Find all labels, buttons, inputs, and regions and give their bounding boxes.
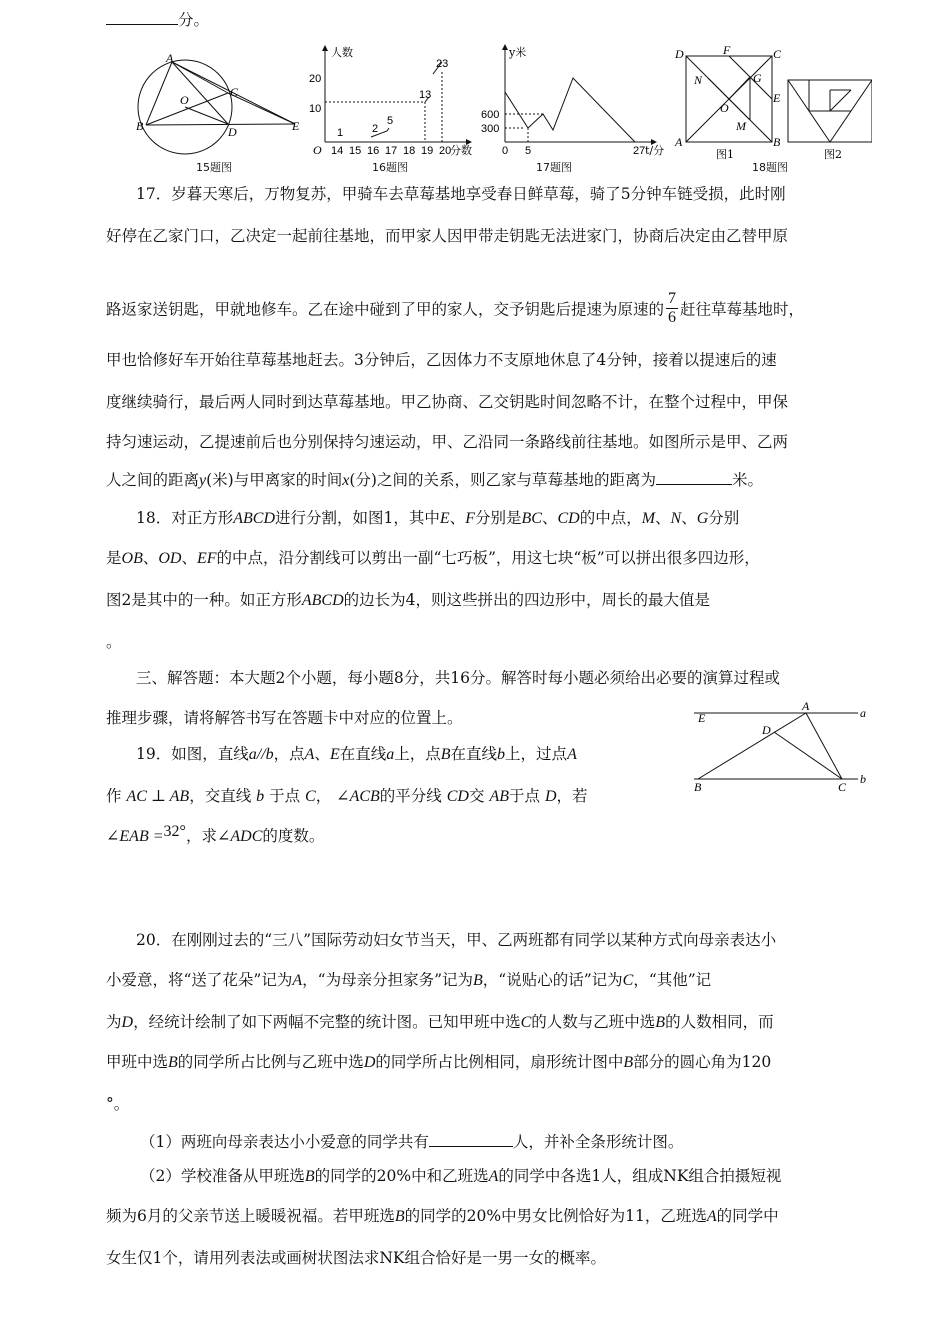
q20-line2: 小爱意，将“送了花朵”记为A，“为母亲分担家务”记为B，“说贴心的话”记为C，“其他”记 — [106, 971, 712, 989]
y-tick: 600 — [481, 109, 500, 121]
origin-label: O — [313, 143, 322, 157]
label-C: C — [773, 47, 782, 61]
section3-line2: 推理步骤，请将解答书写在答题卡中对应的位置上。 — [106, 709, 463, 727]
point-label: 2 — [372, 123, 379, 135]
previous-question-tail: 分。 — [106, 8, 851, 32]
figure-17-caption: 17题图 — [536, 161, 572, 174]
figure-15-caption: 15题图 — [196, 161, 232, 174]
x-tick: 27 — [633, 145, 646, 157]
x-tick: 15 — [349, 145, 362, 157]
y-tick: 300 — [481, 123, 500, 135]
figure-19 — [690, 698, 870, 794]
label-A: A — [675, 135, 683, 149]
q18-line3: 图2是其中的一种。如正方形ABCD的边长为4，则这些拼出的四边形中，周长的最大值是 — [106, 591, 711, 609]
q17-line5: 度继续骑行，最后两人同时到达草莓基地。甲乙协商、乙交钥匙时间忽略不计，在整个过程中，甲保 — [106, 393, 789, 411]
fig2-caption: 图2 — [824, 148, 842, 161]
figure-18 — [672, 44, 872, 169]
label-a: a — [860, 706, 866, 720]
x-tick: 19 — [421, 145, 434, 157]
q20-part1: （1）两班向母亲表达小小爱意的同学共有 人，并补全条形统计图。 — [106, 1130, 851, 1154]
q19-line3: ∠EAB =32°，求∠ADC的度数。 — [106, 823, 325, 845]
q19-line2: 作 AC ⊥ AB，交直线 b 于点 C， ∠ACB的平分线 CD交 AB于点 D，若 — [106, 787, 588, 805]
label-M: M — [736, 119, 746, 133]
label-D: D — [675, 47, 684, 61]
x-axis-label: t/分 — [645, 144, 665, 157]
q17-line7: 人之间的距离y(米)与甲离家的时间x(分)之间的关系，则乙家与草莓基地的距离为 米。 — [106, 468, 851, 493]
label-B: B — [773, 135, 781, 149]
q19-line1: 19．如图，直线a//b，点A、E在直线a上，点B在直线b上，过点A — [136, 745, 577, 763]
label-D: D — [228, 125, 237, 139]
label-B: B — [694, 780, 702, 794]
figure-16 — [305, 42, 485, 167]
label-E: E — [698, 711, 706, 725]
label-A: A — [802, 699, 810, 713]
label-F: F — [723, 44, 731, 57]
q20-line1: 20．在刚刚过去的“三八”国际劳动妇女节当天，甲、乙两班都有同学以某种方式向母亲表达小 — [136, 931, 777, 949]
q17-line4: 甲也恰修好车开始往草莓基地赶去。3分钟后，乙因体力不支原地休息了4分钟，接着以提速后的速 — [106, 351, 777, 369]
q20-part2-line2: 频为6月的父亲节送上暖暖祝福。若甲班选B的同学的20%中男女比例恰好为11，乙班选A的同学中 — [106, 1207, 779, 1225]
point-label: 5 — [387, 115, 394, 127]
x-tick: 17 — [385, 145, 398, 157]
fraction-7-6: $\frac{7}{6}$ — [668, 290, 677, 326]
q18-line2: 是OB、OD、EF的中点，沿分割线可以剪出一副“七巧板”，用这七块“板”可以拼出很多四边形， — [106, 549, 760, 567]
label-A: A — [166, 52, 174, 65]
q20-line5: °。 — [106, 1095, 130, 1113]
q17-line2: 好停在乙家门口，乙决定一起前往基地，而甲家人因甲带走钥匙无法进家门，协商后决定由乙替甲原 — [106, 227, 789, 245]
fig1-caption: 图1 — [716, 148, 734, 161]
y-tick-20: 20 — [309, 73, 322, 85]
answer-blank — [106, 8, 178, 25]
label-O: O — [720, 101, 729, 115]
section3-line1: 三、解答题：本大题2个小题，每小题8分，共16分。解答时每小题必须给出必要的演算过程或 — [136, 669, 780, 687]
x-tick: 14 — [331, 145, 344, 157]
y-axis-label: 人数 — [331, 46, 353, 59]
label-G: G — [753, 71, 762, 85]
y-axis-label: y米 — [509, 46, 527, 59]
figure-16-caption: 16题图 — [372, 161, 408, 174]
point-label: 13 — [419, 89, 432, 101]
point-label: 23 — [436, 58, 449, 70]
q17-line6: 持匀速运动，乙提速前后也分别保持匀速运动，甲、乙沿同一条路线前往基地。如图所示是甲、乙两 — [106, 433, 789, 451]
label-b: b — [860, 772, 866, 786]
x-tick: 18 — [403, 145, 416, 157]
q20-part2-line1: （2）学校准备从甲班选B的同学的20%中和乙班选A的同学中各选1人，组成NK组合拍摄短视 — [140, 1167, 782, 1185]
y-tick-10: 10 — [309, 103, 322, 115]
label-C: C — [230, 85, 239, 99]
label-C: C — [838, 780, 847, 794]
q18-line4: 。 — [106, 633, 122, 651]
label-B: B — [136, 119, 144, 133]
point-label: 1 — [337, 127, 344, 139]
q17-line1: 17．岁暮天寒后，万物复苏，甲骑车去草莓基地享受春日鲜草莓，骑了5分钟车链受损，此时刚 — [136, 185, 786, 203]
label-D: D — [762, 723, 771, 737]
q20-part2-line3: 女生仅1个，请用列表法或画树状图法求NK组合恰好是一男一女的概率。 — [106, 1249, 607, 1267]
q18-line1: 18．对正方形ABCD进行分割，如图1，其中E、F分别是BC、CD的中点，M、N、G分别 — [136, 509, 740, 527]
label-E: E — [292, 119, 300, 133]
answer-blank — [656, 468, 732, 485]
label-N: N — [694, 73, 703, 87]
x-tick: 16 — [367, 145, 380, 157]
x-tick: 20 — [439, 145, 452, 157]
figure-17 — [475, 42, 670, 167]
x-tick: 0 — [502, 145, 509, 157]
answer-blank — [429, 1130, 513, 1147]
figure-18-caption: 18题图 — [752, 161, 788, 174]
label-O: O — [180, 93, 189, 107]
x-axis-label: 分数 — [450, 144, 472, 157]
label-E: E — [773, 91, 781, 105]
q20-line4: 甲班中选B的同学所占比例与乙班中选D的同学所占比例相同，扇形统计图中B部分的圆心角为120 — [106, 1053, 772, 1071]
q20-line3: 为D，经统计绘制了如下两幅不完整的统计图。已知甲班中选C的人数与乙班中选B的人数相同，而 — [106, 1013, 774, 1031]
q17-line3: 路返家送钥匙，甲就地修车。乙在途中碰到了甲的家人，交予钥匙后提速为原速的 $\frac{7}{6}$ 赶往草莓基地时， — [106, 290, 805, 326]
x-tick: 5 — [525, 145, 532, 157]
